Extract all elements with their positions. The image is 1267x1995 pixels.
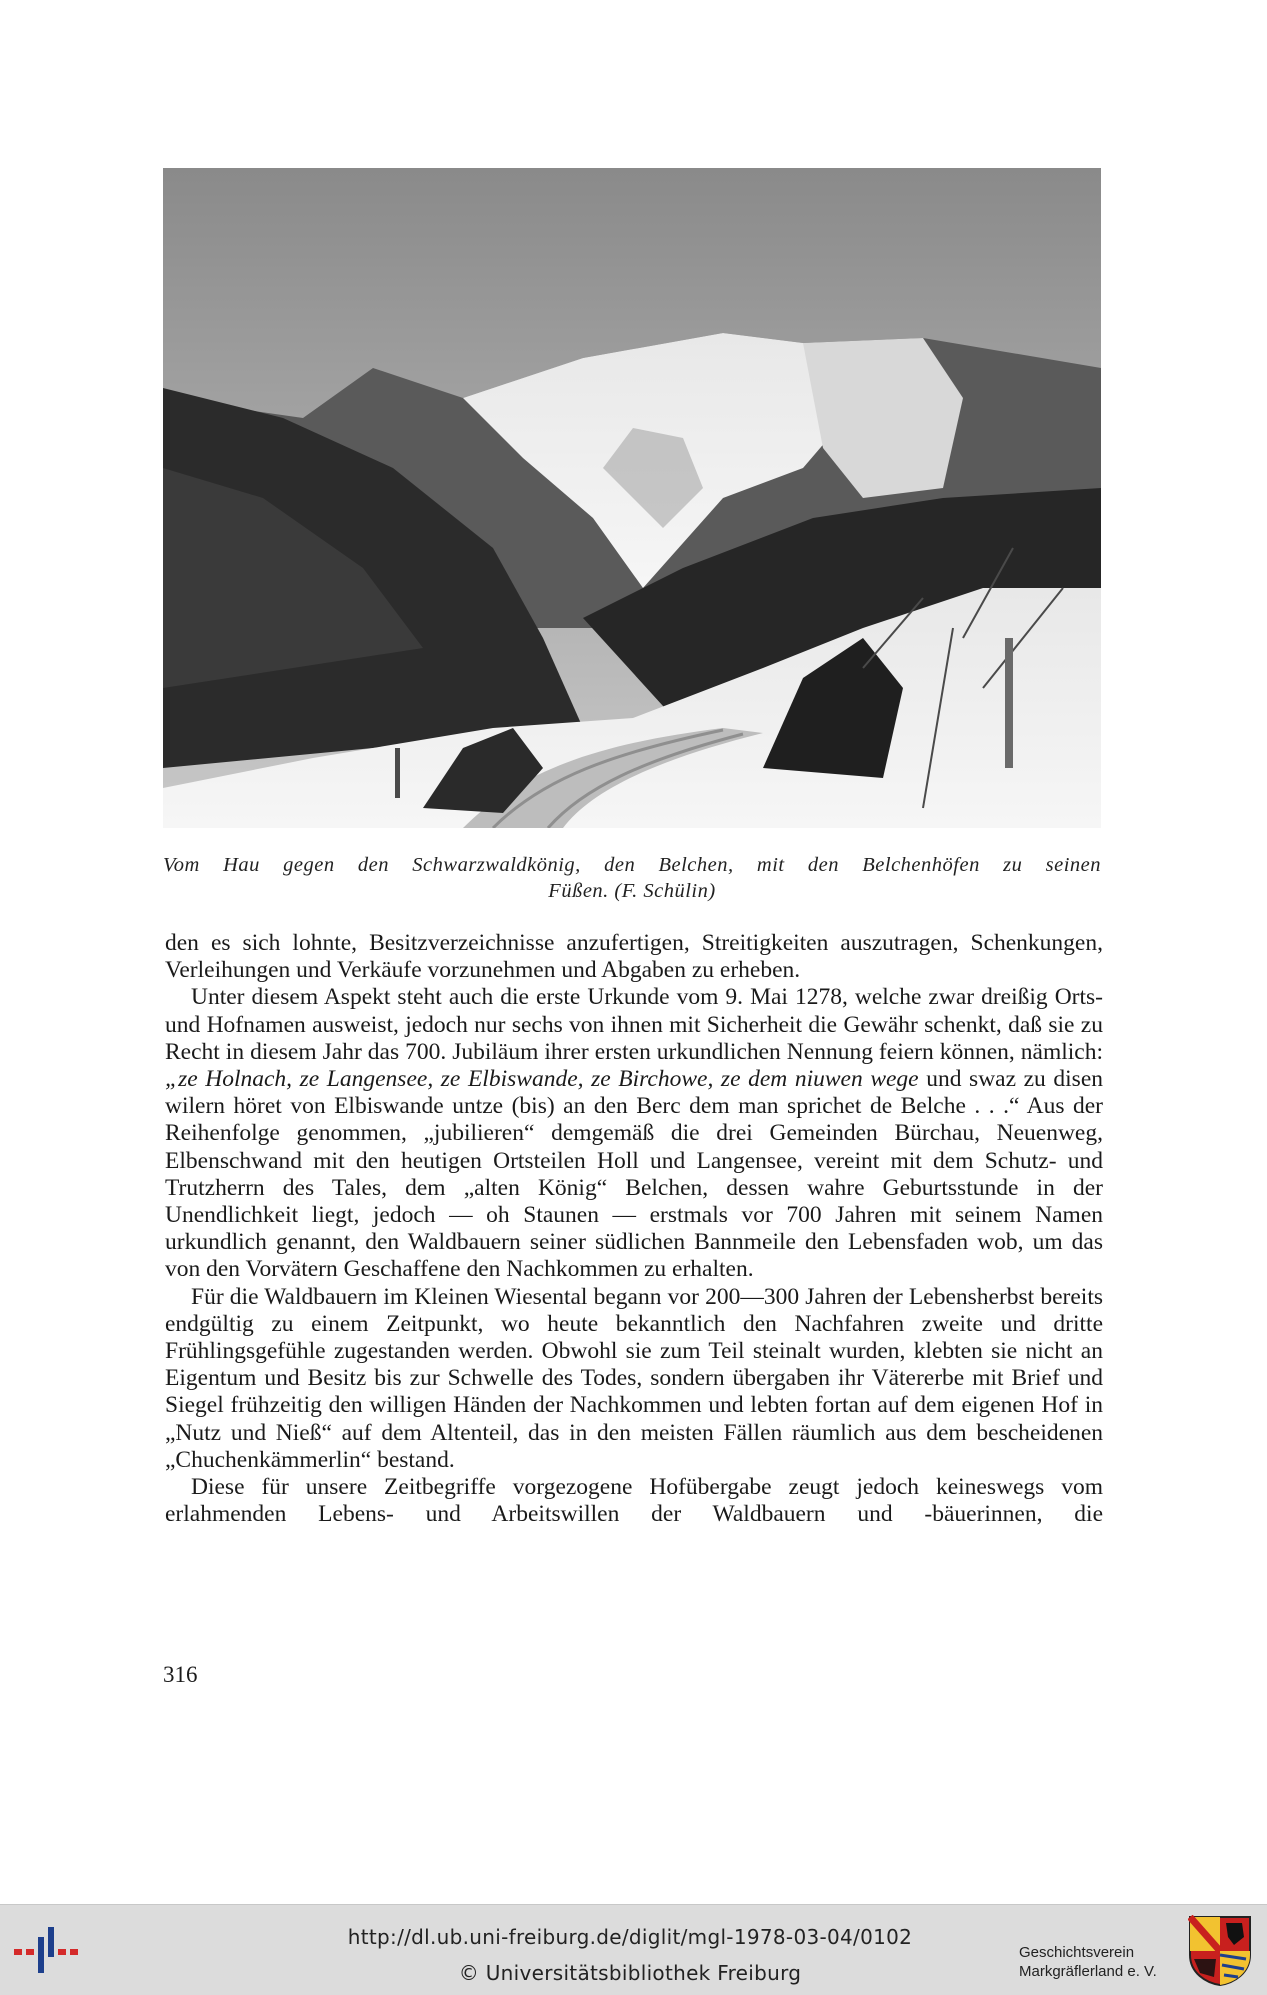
caption-line-1: Vom Hau gegen den Schwarzwaldkönig, den Belchen, mit den Belchenhöfen zu seinen	[163, 854, 1101, 876]
landscape-photo	[163, 168, 1101, 828]
paragraph-2-part-b: und swaz zu disen wilern höret von Elbiswande untze (bis) an den Berc dem man sprichet de Belche . . .“ Aus der Reihenfolge genommen, „jubilieren“ demgemäß die drei Gemeinden Bürchau, Neuenweg, Elbenschwand mit den heutigen Ortsteilen Holl und Langensee, vereint mit dem Schutz- und Trutzherrn des Tales, dem „alten König“ Belchen, dessen wahre Geburtsstunde in der Unendlichkeit liegt, jedoch — oh Staunen — erstmals vor 700 Jahren mit seinem Namen urkundlich genannt, den Waldbauern seiner südlichen Bannmeile den Lebensfaden wob, um das von den Vorvätern Geschaffene den Nachkommen zu erhalten.	[165, 1066, 1104, 1283]
photo-caption	[163, 852, 1101, 904]
paragraph-1: den es sich lohnte, Besitzverzeichnisse anzufertigen, Streitigkeiten auszutragen, Schenkungen, Verleihungen und Verkäufe vorzunehmen und Abgaben zu erheben.	[165, 930, 1103, 984]
society-line-2: Markgräflerland e. V.	[1019, 1963, 1157, 1980]
footer-bar	[0, 1904, 1267, 1995]
paragraph-3: Für die Waldbauern im Kleinen Wiesental begann vor 200—300 Jahren der Lebensherbst bereits endgültig zu einem Zeitpunkt, wo heute bekanntlich den Nachfahren zweite und dritte Frühlingsgefühle zugestanden werden. Obwohl sie zum Teil steinalt wurden, klebten sie nicht an Eigentum und Besitz bis zur Schwelle des Todes, sondern übergaben ihr Vätererbe mit Brief und Siegel frühzeitig den willigen Händen der Nachkommen und lebten fortan auf dem eigenen Hof in „Nutz und Nieß“ auf dem Altenteil, das in den meisten Fällen räumlich aus dem bescheidenen „Chuchenkämmerlin“ bestand.	[165, 1283, 1103, 1473]
body-text	[165, 930, 1103, 1528]
society-line-1: Geschichtsverein	[1019, 1944, 1135, 1961]
copyright-text: © Universitätsbibliothek Freiburg	[458, 1961, 802, 1985]
paragraph-4: Diese für unsere Zeitbegriffe vorgezogene Hofübergabe zeugt jedoch keineswegs vom erlahmenden Lebens- und Arbeitswillen der Waldbauern und -bäuerinnen, die	[165, 1474, 1103, 1528]
society-name	[1019, 1943, 1179, 1981]
paragraph-2	[165, 984, 1103, 1283]
document-url-link[interactable]: http://dl.ub.uni-freiburg.de/diglit/mgl-1978-03-04/0102	[347, 1925, 913, 1949]
coat-of-arms-icon[interactable]	[1188, 1915, 1252, 1987]
belchen-mountain-photo	[163, 168, 1101, 828]
paragraph-2-part-a: Unter diesem Aspekt steht auch die erste Urkunde vom 9. Mai 1278, welche zwar dreißig Orts- und Hofnamen ausweist, jedoch nur sechs von ihnen mit Sicherheit die Gewähr schenkt, daß sie zu Recht in diesem Jahr das 700. Jubiläum ihrer ersten urkundlichen Nennung feiern können, nämlich:	[165, 984, 1103, 1065]
paragraph-2-quote: „ze Holnach, ze Langensee, ze Elbiswande, ze Birchowe, ze dem niuwen wege	[165, 1066, 919, 1093]
caption-line-2: Füßen. (F. Schülin)	[548, 880, 716, 902]
library-logo-icon[interactable]	[14, 1923, 78, 1977]
page-number: 316	[163, 1662, 198, 1687]
